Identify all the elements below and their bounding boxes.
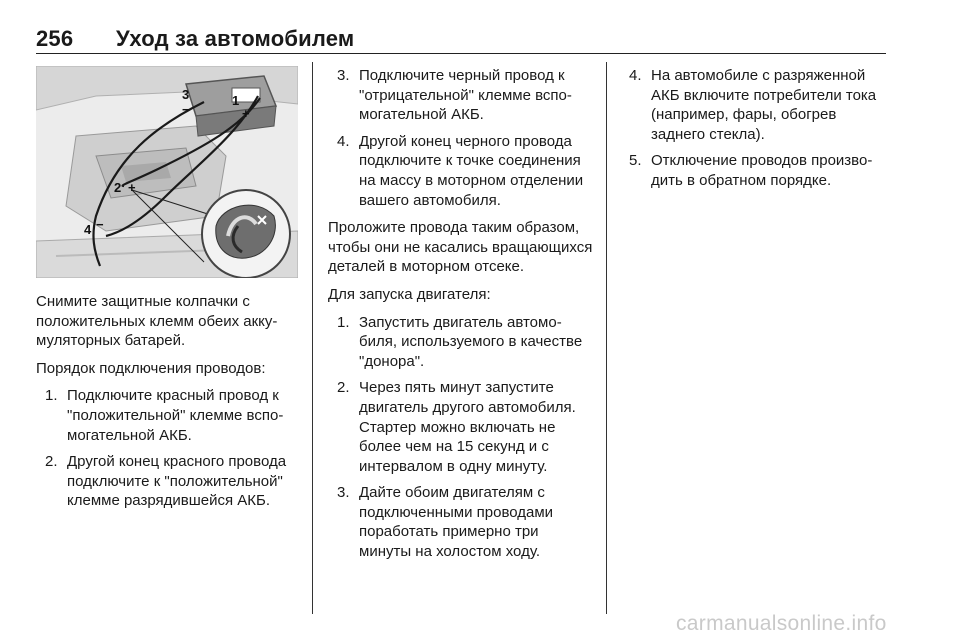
header-divider — [36, 53, 886, 54]
routing-note: Проложите провода таким образом, чтобы они не касались вращающихся деталей в моторном отсеке. — [328, 219, 593, 276]
start-heading: Для запуска двигателя: — [328, 285, 491, 303]
polarity-4: − — [96, 217, 104, 232]
list-item — [620, 151, 886, 190]
page-number: 256 — [36, 26, 74, 51]
list-item — [328, 378, 594, 476]
connection-steps-2 — [328, 66, 594, 210]
final-steps — [620, 66, 886, 191]
list-item — [36, 452, 302, 511]
label-4: 4 — [84, 222, 92, 237]
polarity-1: + — [242, 106, 250, 121]
step-text: Запустить двигатель автомобиля, используемого в качестве "донора". — [359, 313, 583, 370]
step-number: 1. — [45, 387, 58, 405]
step-text: Через пять минут запустите двигатель другого автомобиля. Стартер можно включать не более чем на 15 секунд и с интервалом в одну минуту. — [359, 379, 576, 475]
order-heading: Порядок подключения проводов: — [36, 359, 266, 377]
list-item — [620, 66, 886, 144]
step-text: Другой конец черного провода подключите к точке соединения на массу в моторном отделении вашего автомобиля. — [359, 132, 584, 209]
step-number: 2. — [337, 379, 350, 397]
list-item — [328, 66, 594, 125]
step-number: 3. — [337, 484, 350, 502]
step-text: Подключите красный провод к "положительной" клемме вспомогательной АКБ. — [67, 387, 284, 444]
step-text: Другой конец красного провода подключите к "положительной" клемме разрядившейся АКБ. — [67, 453, 287, 510]
page-title: Уход за автомобилем — [116, 26, 355, 51]
label-1: 1 — [232, 93, 240, 108]
page-header — [36, 26, 886, 52]
list-item — [328, 313, 594, 372]
step-number: 5. — [629, 152, 642, 170]
column-divider — [606, 62, 607, 614]
step-text: На автомобиле с разряженной АКБ включите потребители тока (например, фары, обогрев заднего стекла). — [651, 67, 877, 143]
step-text: Отключение проводов производить в обратном порядке. — [651, 152, 873, 189]
step-number: 4. — [629, 67, 642, 84]
watermark: carmanualsonline.info — [676, 612, 887, 635]
jump-start-illustration — [36, 66, 298, 278]
polarity-2: + — [128, 180, 136, 195]
step-number: 2. — [45, 453, 58, 471]
list-item — [36, 386, 302, 445]
polarity-3: − — [182, 102, 190, 117]
list-item — [328, 483, 594, 561]
connection-steps-1 — [36, 386, 302, 511]
column-3 — [620, 66, 886, 199]
step-number: 1. — [337, 313, 350, 331]
step-number: 4. — [337, 132, 350, 150]
label-3: 3 — [182, 87, 190, 102]
intro-text: Снимите защитные колпачки с положительных клемм обеих аккумуляторных батарей. — [36, 293, 278, 350]
list-item — [328, 132, 594, 210]
start-steps — [328, 313, 594, 562]
step-number: 3. — [337, 67, 350, 84]
column-divider — [312, 62, 313, 614]
step-text: Дайте обоим двигателям с подключенными проводами поработать примерно три минуты на холостом ходу. — [359, 484, 554, 561]
label-2: 2 — [114, 180, 122, 195]
column-1 — [36, 292, 302, 519]
step-text: Подключите черный провод к "отрицательной" клемме вспомогательной АКБ. — [359, 67, 572, 124]
column-2 — [328, 66, 594, 570]
